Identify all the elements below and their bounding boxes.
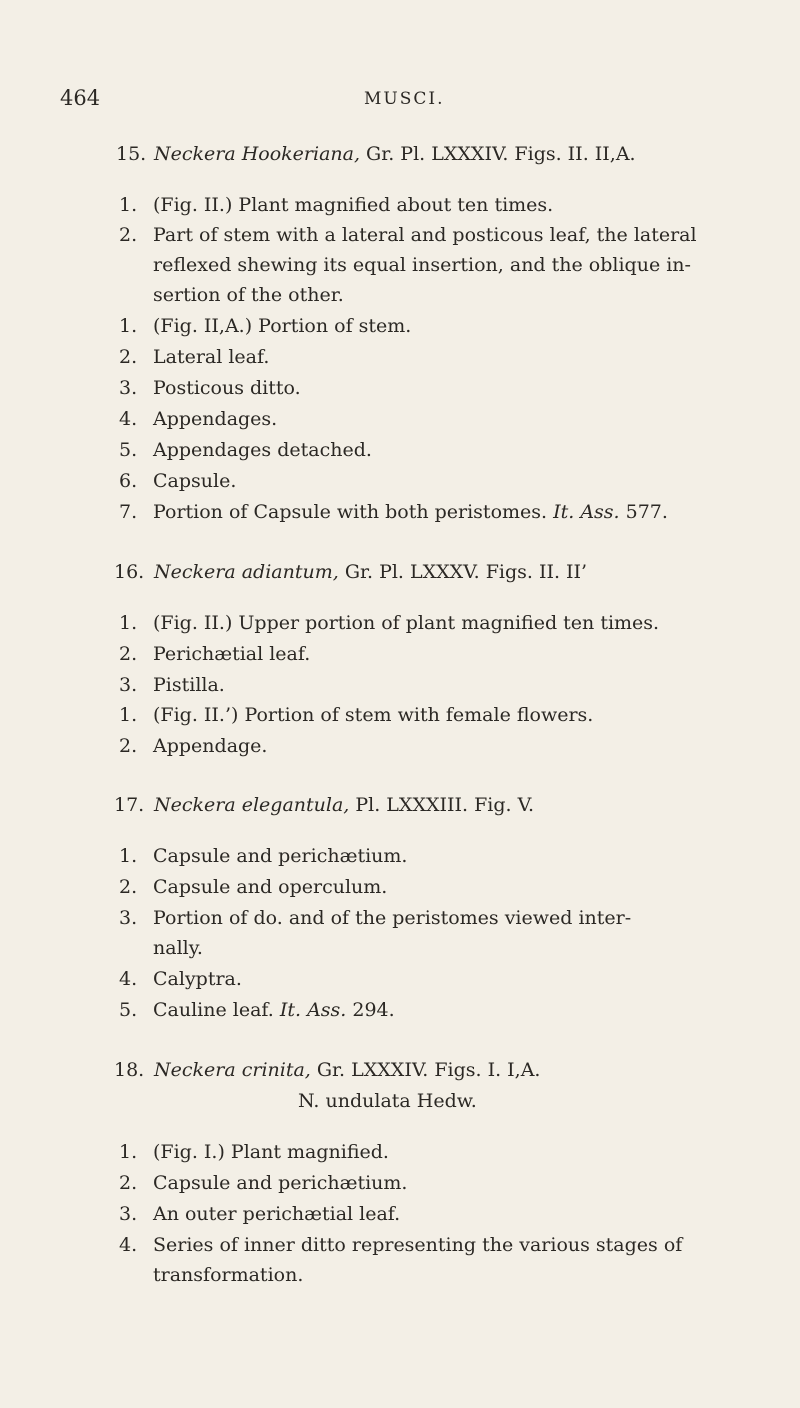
item-text: Appendage.: [153, 735, 268, 757]
item-text: Portion of do. and of the peristomes viewed inter-: [153, 907, 632, 929]
section-heading: [114, 792, 535, 819]
item-number: 2.: [119, 1172, 138, 1194]
item-text: Appendages.: [153, 408, 278, 430]
item-text: Capsule.: [153, 470, 237, 492]
item-number: 2.: [119, 346, 138, 368]
item-text: Capsule and operculum.: [153, 876, 388, 898]
item-number: 2.: [119, 643, 138, 665]
species-text: Neckera crinita,: [154, 1059, 311, 1081]
synonym: N. undulata Hedw.: [298, 1090, 477, 1112]
item-text: Perichætial leaf.: [153, 643, 311, 665]
item-text: [153, 499, 668, 526]
item-text-main: Cauline leaf.: [153, 999, 280, 1021]
item-text-continued: sertion of the other.: [153, 284, 344, 306]
item-text-main: Portion of Capsule with both peristomes.: [153, 501, 554, 523]
section-number: 15.: [116, 143, 147, 165]
item-number: 3.: [119, 907, 138, 929]
species-name: [154, 792, 534, 819]
section-heading: [116, 141, 636, 168]
work-reference: It. Ass.: [553, 501, 620, 523]
item-text: Appendages detached.: [153, 439, 372, 461]
item-number: 7.: [119, 501, 138, 523]
item-number: 1.: [119, 845, 138, 867]
item-number: 2.: [119, 735, 138, 757]
item-number: 5.: [119, 439, 138, 461]
item-text-continued: nally.: [153, 937, 203, 959]
item-number: 6.: [119, 470, 138, 492]
species-name: [154, 559, 587, 586]
item-number: 3.: [119, 674, 138, 696]
item-number: 4.: [119, 408, 138, 430]
item-number: 2.: [119, 876, 138, 898]
page-number: 464: [60, 86, 101, 110]
plate-reference: Pl. LXXXIII. Fig. V.: [349, 794, 535, 816]
species-name: [154, 1057, 540, 1084]
running-title: MUSCI.: [364, 89, 445, 109]
item-text: Capsule and perichætium.: [153, 1172, 408, 1194]
running-head: [0, 86, 800, 116]
plate-reference: Gr. LXXXIV. Figs. I. I,A.: [310, 1059, 541, 1081]
item-text: (Fig. II.) Upper portion of plant magnified ten times.: [153, 612, 660, 634]
item-number: 1.: [119, 315, 138, 337]
species-text: Neckera Hookeriana,: [154, 143, 361, 165]
item-text-continued: transformation.: [153, 1264, 304, 1286]
item-text: Series of inner ditto representing the various stages of: [153, 1234, 683, 1256]
page-reference: 577.: [619, 501, 668, 523]
section-heading: [114, 1057, 541, 1084]
item-text: (Fig. II,A.) Portion of stem.: [153, 315, 412, 337]
item-text: Lateral leaf.: [153, 346, 270, 368]
item-number: 1.: [119, 612, 138, 634]
item-number: 1.: [119, 194, 138, 216]
item-text: (Fig. I.) Plant magnified.: [153, 1141, 389, 1163]
species-name: [154, 141, 636, 168]
section-number: 17.: [114, 794, 145, 816]
item-text: Pistilla.: [153, 674, 225, 696]
item-number: 4.: [119, 1234, 138, 1256]
plate-reference: Gr. Pl. LXXXIV. Figs. II. II,A.: [360, 143, 636, 165]
item-text: Capsule and perichætium.: [153, 845, 408, 867]
plate-reference: Gr. Pl. LXXXV. Figs. II. II’: [338, 561, 588, 583]
item-number: 3.: [119, 377, 138, 399]
item-text: An outer perichætial leaf.: [153, 1203, 401, 1225]
item-number: 2.: [119, 224, 138, 246]
item-text: Part of stem with a lateral and posticous leaf, the lateral: [153, 224, 697, 246]
item-number: 5.: [119, 999, 138, 1021]
item-number: 1.: [119, 1141, 138, 1163]
section-heading: [114, 559, 588, 586]
item-text: [153, 997, 395, 1024]
item-text: (Fig. II.’) Portion of stem with female flowers.: [153, 704, 594, 726]
work-reference: It. Ass.: [279, 999, 347, 1021]
species-text: Neckera elegantula,: [154, 794, 350, 816]
section-number: 16.: [114, 561, 145, 583]
page-reference: 294.: [346, 999, 395, 1021]
section-number: 18.: [114, 1059, 145, 1081]
species-text: Neckera adiantum,: [154, 561, 339, 583]
item-text-continued: reflexed shewing its equal insertion, and the oblique in-: [153, 254, 691, 276]
item-text: (Fig. II.) Plant magnified about ten times.: [153, 194, 554, 216]
item-text: Calyptra.: [153, 968, 242, 990]
item-number: 3.: [119, 1203, 138, 1225]
item-number: 4.: [119, 968, 138, 990]
item-text: Posticous ditto.: [153, 377, 301, 399]
item-number: 1.: [119, 704, 138, 726]
